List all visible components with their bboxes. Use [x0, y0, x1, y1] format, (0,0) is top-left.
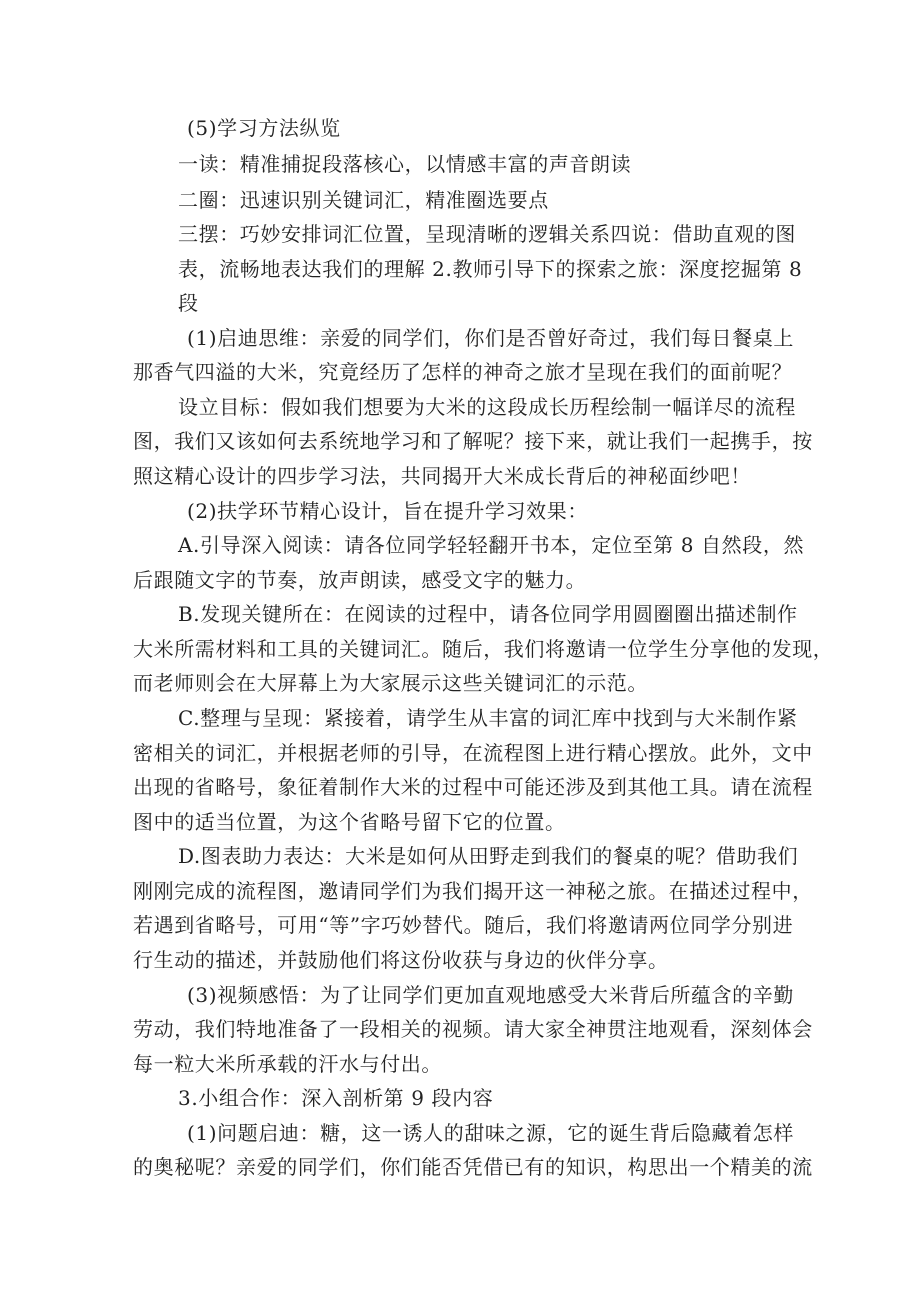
- text-line: 的奥秘呢？亲爱的同学们，你们能否凭借已有的知识，构思出一个精美的流: [133, 1155, 813, 1179]
- text-line: (3)视频感悟：为了让同学们更加直观地感受大米背后所蕴含的辛勤: [187, 983, 794, 1007]
- text-line: 劳动，我们特地准备了一段相关的视频。请大家全神贯注地观看，深刻体会: [133, 1017, 813, 1041]
- text-line: (2)扶学环节精心设计，旨在提升学习效果：: [187, 499, 588, 523]
- text-line: (5)学习方法纵览: [187, 116, 341, 140]
- text-line: D.图表助力表达：大米是如何从田野走到我们的餐桌的呢？借助我们: [178, 844, 799, 868]
- text-line: (1)启迪思维：亲爱的同学们，你们是否曾好奇过，我们每日餐桌上: [187, 326, 794, 350]
- text-line: 若遇到省略号，可用“等”字巧妙替代。随后，我们将邀请两位同学分别进: [133, 913, 794, 937]
- text-line: 段: [178, 291, 199, 315]
- text-line: C.整理与呈现：紧接着，请学生从丰富的词汇库中找到与大米制作紧: [178, 706, 798, 730]
- text-line: 照这精心设计的四步学习法，共同揭开大米成长背后的神秘面纱吧！: [133, 464, 751, 488]
- text-line: 三摆：巧妙安排词汇位置，呈现清晰的逻辑关系四说：借助直观的图: [178, 222, 796, 246]
- text-line: 每一粒大米所承载的汗水与付出。: [133, 1052, 442, 1076]
- text-line: 设立目标：假如我们想要为大米的这段成长历程绘制一幅详尽的流程: [178, 395, 796, 419]
- text-line: 表，流畅地表达我们的理解 2.教师引导下的探索之旅：深度挖掘第 8: [178, 257, 803, 281]
- text-line: 刚刚完成的流程图，邀请同学们为我们揭开这一神秘之旅。在描述过程中，: [133, 879, 813, 903]
- text-line: 而老师则会在大屏幕上为大家展示这些关键词汇的示范。: [133, 671, 648, 695]
- text-line: 3.小组合作：深入剖析第 9 段内容: [178, 1086, 494, 1110]
- text-line: 出现的省略号，象征着制作大米的过程中可能还涉及到其他工具。请在流程: [133, 775, 813, 799]
- text-line: (1)问题启迪：糖，这一诱人的甜味之源，它的诞生背后隐藏着怎样: [187, 1121, 794, 1145]
- text-line: 后跟随文字的节奏，放声朗读，感受文字的魅力。: [133, 568, 587, 592]
- text-line: 一读：精准捕捉段落核心，以情感丰富的声音朗读: [178, 152, 632, 176]
- text-line: 行生动的描述，并鼓励他们将这份收获与身边的伙伴分享。: [133, 948, 669, 972]
- text-line: B.发现关键所在：在阅读的过程中，请各位同学用圆圈圈出描述制作: [178, 602, 798, 626]
- text-line: 密相关的词汇，并根据老师的引导，在流程图上进行精心摆放。此外，文中: [133, 741, 813, 765]
- text-line: A.引导深入阅读：请各位同学轻轻翻开书本，定位至第 8 自然段，然: [178, 533, 805, 557]
- text-line: 图中的适当位置，为这个省略号留下它的位置。: [133, 810, 566, 834]
- text-line: 图，我们又该如何去系统地学习和了解呢？接下来，就让我们一起携手，按: [133, 429, 813, 453]
- text-line: 那香气四溢的大米，究竟经历了怎样的神奇之旅才呈现在我们的面前呢？: [133, 360, 793, 384]
- text-line: 二圈：迅速识别关键词汇，精准圈选要点: [178, 188, 549, 212]
- text-line: 大米所需材料和工具的关键词汇。随后，我们将邀请一位学生分享他的发现，: [133, 637, 834, 661]
